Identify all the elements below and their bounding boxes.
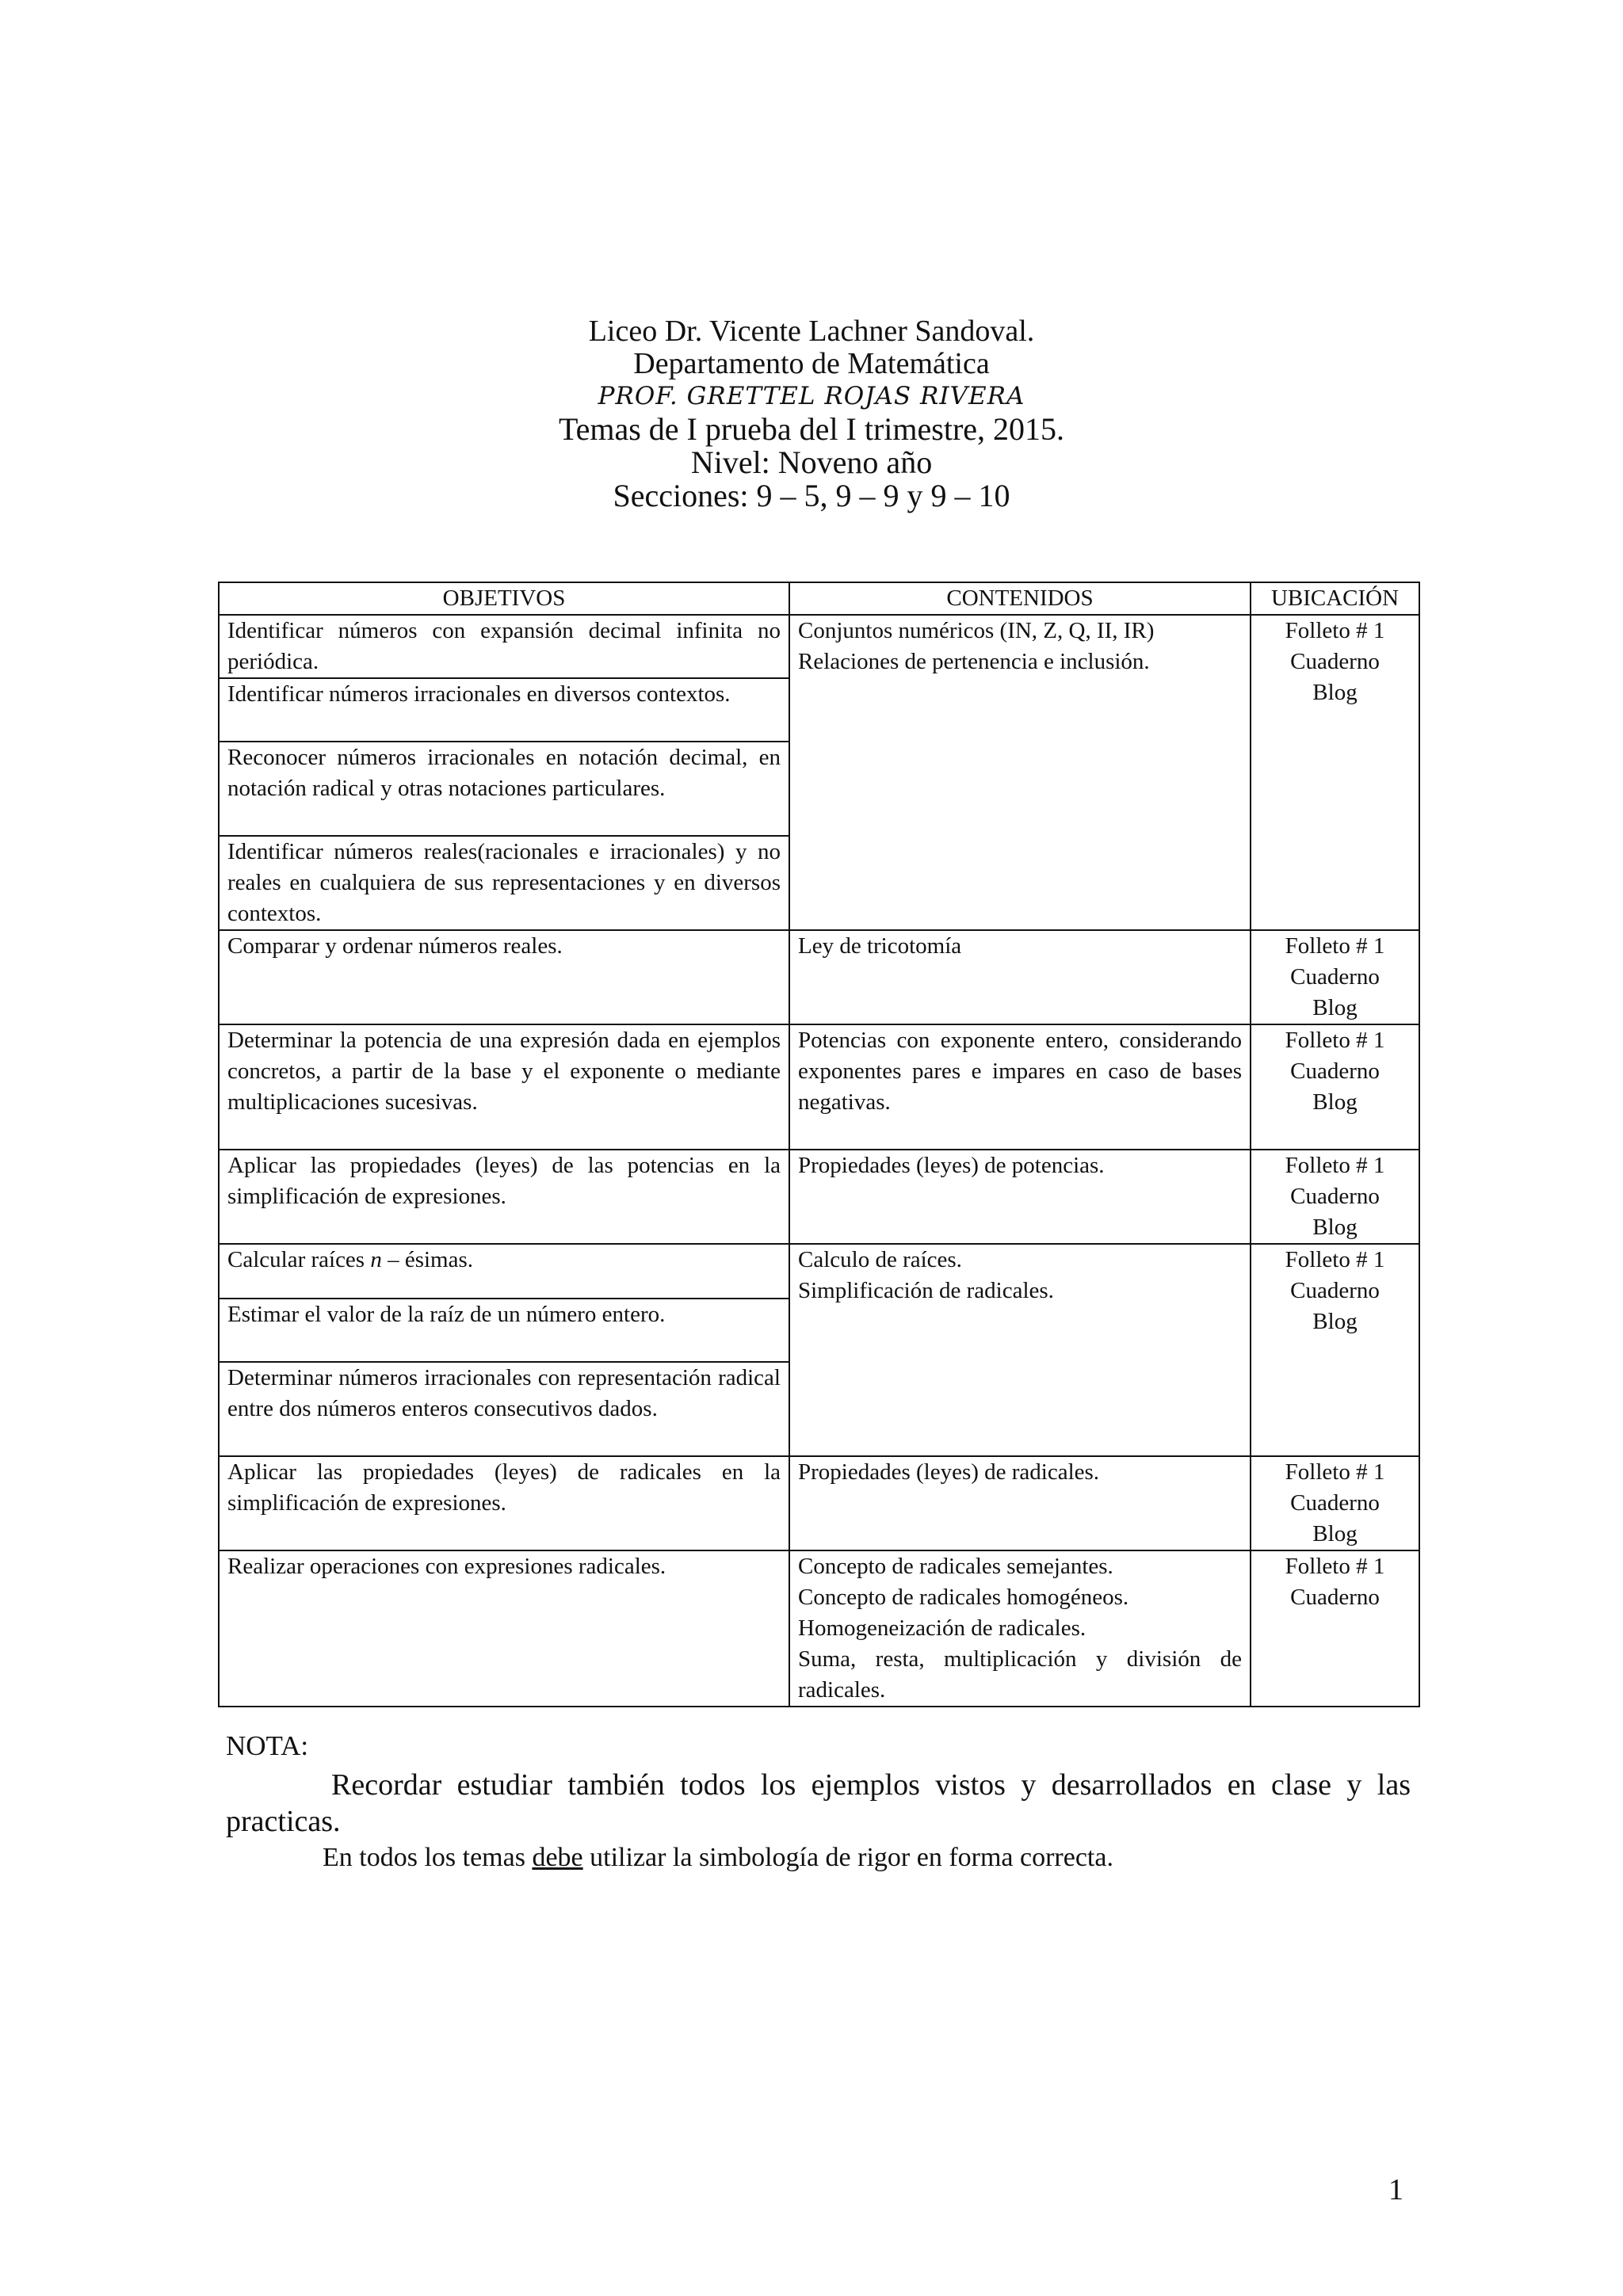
objective-cell: Determinar números irracionales con representación radical entre dos números enteros consecutivos dados. (219, 1362, 789, 1456)
objective-cell: Identificar números reales(racionales e irracionales) y no reales en cualquiera de sus representaciones y en diversos contextos. (219, 836, 789, 930)
objective-cell: Reconocer números irracionales en notación decimal, en notación radical y otras notaciones particulares. (219, 742, 789, 836)
location-line: Cuaderno (1290, 964, 1380, 990)
topics-table (218, 582, 1420, 1707)
content-line: Calculo de raíces. (798, 1247, 962, 1272)
column-header-ubicacion: UBICACIÓN (1251, 582, 1419, 615)
location-line: Cuaderno (1290, 1184, 1380, 1209)
location-cell (1251, 1456, 1419, 1550)
location-line: Folleto # 1 (1285, 1554, 1385, 1579)
level-line: Nivel: Noveno año (690, 444, 933, 480)
location-line: Cuaderno (1290, 649, 1380, 674)
location-line: Blog (1312, 1089, 1358, 1115)
location-cell (1251, 1244, 1419, 1456)
table-row (219, 1150, 1419, 1244)
location-line: Folleto # 1 (1285, 1153, 1385, 1178)
objective-cell: Determinar la potencia de una expresión dada en ejemplos concretos, a partir de la base y el exponente o mediante multiplicaciones sucesivas. (219, 1024, 789, 1150)
content-line: Relaciones de pertenencia e inclusión. (798, 649, 1150, 674)
location-line: Blog (1312, 1215, 1358, 1240)
page-number: 1 (1388, 2173, 1403, 2206)
document-header (0, 315, 1623, 513)
content-cell (789, 1244, 1251, 1456)
location-cell (1251, 1550, 1419, 1707)
content-line: Concepto de radicales semejantes. (798, 1554, 1113, 1579)
location-line: Blog (1312, 1521, 1358, 1547)
table-header-row (219, 582, 1419, 615)
school-name: Liceo Dr. Vicente Lachner Sandoval. (588, 315, 1035, 348)
objective-cell: Realizar operaciones con expresiones radicales. (219, 1550, 789, 1707)
content-cell (789, 1550, 1251, 1707)
content-cell: Propiedades (leyes) de radicales. (789, 1456, 1251, 1550)
location-line: Blog (1312, 680, 1358, 705)
objective-text: – ésimas. (381, 1247, 474, 1272)
location-line: Blog (1312, 1309, 1358, 1334)
location-line: Folleto # 1 (1285, 1028, 1385, 1053)
note-text: En todos los temas (323, 1843, 533, 1872)
location-cell (1251, 615, 1419, 930)
underlined-word: debe (532, 1843, 583, 1872)
location-line: Folleto # 1 (1285, 933, 1385, 959)
location-cell (1251, 1150, 1419, 1244)
column-header-objetivos: OBJETIVOS (219, 582, 789, 615)
location-line: Folleto # 1 (1285, 1459, 1385, 1485)
location-cell (1251, 930, 1419, 1024)
table-row (219, 930, 1419, 1024)
exam-title: Temas de I prueba del I trimestre, 2015. (558, 411, 1065, 447)
content-cell: Potencias con exponente entero, considerando exponentes pares e impares en caso de bases negativas. (789, 1024, 1251, 1150)
objective-cell: Identificar números con expansión decimal infinita no periódica. (219, 615, 789, 678)
content-line: Homogeneización de radicales. (798, 1615, 1086, 1641)
content-line: Suma, resta, multiplicación y división de radicales. (798, 1646, 1242, 1703)
column-header-contenidos: CONTENIDOS (789, 582, 1251, 615)
table-row (219, 1024, 1419, 1150)
location-line: Cuaderno (1290, 1490, 1380, 1516)
objective-cell: Identificar números irracionales en diversos contextos. (219, 678, 789, 742)
location-cell (1251, 1024, 1419, 1150)
location-line: Blog (1312, 995, 1358, 1020)
objective-cell: Comparar y ordenar números reales. (219, 930, 789, 1024)
table-row (219, 615, 1419, 678)
table-row (219, 1550, 1419, 1707)
content-cell: Ley de tricotomía (789, 930, 1251, 1024)
location-line: Cuaderno (1290, 1585, 1380, 1610)
content-line: Simplificación de radicales. (798, 1278, 1054, 1303)
content-cell (789, 615, 1251, 930)
department-name: Departamento de Matemática (633, 347, 990, 380)
objective-text: Calcular raíces (227, 1247, 371, 1272)
location-line: Cuaderno (1290, 1058, 1380, 1084)
table-row (219, 1456, 1419, 1550)
objective-cell: Aplicar las propiedades (leyes) de radicales en la simplificación de expresiones. (219, 1456, 789, 1550)
content-line: Concepto de radicales homogéneos. (798, 1585, 1129, 1610)
professor-name: PROF. GRETTEL ROJAS RIVERA (598, 382, 1025, 410)
note-paragraph (323, 1843, 1113, 1873)
sections-line: Secciones: 9 – 5, 9 – 9 y 9 – 10 (613, 478, 1010, 513)
objective-cell: Estimar el valor de la raíz de un número entero. (219, 1299, 789, 1362)
location-line: Cuaderno (1290, 1278, 1380, 1303)
note-label: NOTA: (226, 1730, 309, 1761)
location-line: Folleto # 1 (1285, 1247, 1385, 1272)
content-line: Conjuntos numéricos (IN, Z, Q, II, IR) (798, 618, 1155, 643)
table-row (219, 1244, 1419, 1299)
location-line: Folleto # 1 (1285, 618, 1385, 643)
note-paragraph: Recordar estudiar también todos los ejemplos vistos y desarrollados en clase y las practicas. (226, 1768, 1411, 1838)
objective-cell: Aplicar las propiedades (leyes) de las potencias en la simplificación de expresiones. (219, 1150, 789, 1244)
content-cell: Propiedades (leyes) de potencias. (789, 1150, 1251, 1244)
objective-cell (219, 1244, 789, 1299)
note-text: utilizar la simbología de rigor en forma correcta. (582, 1843, 1113, 1872)
math-variable: n (370, 1247, 382, 1272)
